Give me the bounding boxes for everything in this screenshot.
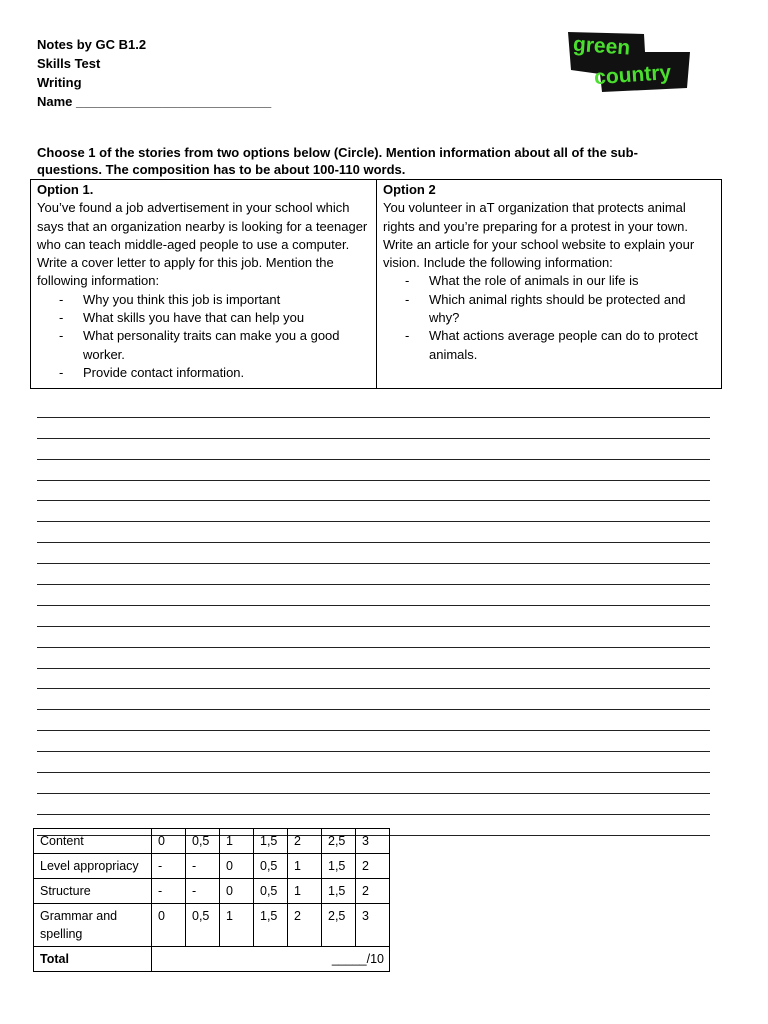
list-item: - Provide contact information. <box>59 364 245 380</box>
score-cell[interactable]: 2 <box>356 879 390 904</box>
option-2-bullets <box>383 272 716 363</box>
logo-word-green: green <box>572 32 631 60</box>
table-row-total <box>34 947 390 972</box>
score-cell[interactable]: 2 <box>288 829 322 854</box>
score-cell[interactable]: 2 <box>356 854 390 879</box>
writing-line[interactable] <box>37 648 710 669</box>
score-cell[interactable]: - <box>152 879 186 904</box>
writing-line[interactable] <box>37 773 710 794</box>
header-block <box>37 35 271 111</box>
writing-line[interactable] <box>37 689 710 710</box>
option-1-cell[interactable] <box>31 180 377 388</box>
writing-line[interactable] <box>37 585 710 606</box>
table-row <box>34 904 390 947</box>
writing-area[interactable] <box>37 397 710 836</box>
writing-line[interactable] <box>37 460 710 481</box>
score-cell[interactable]: 3 <box>356 904 390 947</box>
list-item: - Which animal rights should be protected and why? <box>405 291 686 326</box>
criterion-label: Content <box>34 829 152 854</box>
options-table <box>30 179 722 389</box>
criterion-label: Level appropriacy <box>34 854 152 879</box>
table-row <box>34 854 390 879</box>
header-section: Writing <box>37 75 82 90</box>
list-item: - What the role of animals in our life is <box>405 273 639 289</box>
score-cell[interactable]: 1 <box>220 829 254 854</box>
score-cell[interactable]: 1,5 <box>322 879 356 904</box>
logo-word-country: country <box>593 60 672 90</box>
score-cell[interactable]: 2,5 <box>322 829 356 854</box>
list-item: - Why you think this job is important <box>59 291 281 307</box>
score-cell[interactable]: 1 <box>288 854 322 879</box>
score-cell[interactable]: - <box>186 854 220 879</box>
table-row <box>34 879 390 904</box>
score-cell[interactable]: 2,5 <box>322 904 356 947</box>
writing-line[interactable] <box>37 522 710 543</box>
score-cell[interactable]: 0,5 <box>186 829 220 854</box>
score-cell[interactable]: 0,5 <box>254 879 288 904</box>
writing-line[interactable] <box>37 439 710 460</box>
score-cell[interactable]: 3 <box>356 829 390 854</box>
score-cell[interactable]: - <box>186 879 220 904</box>
writing-line[interactable] <box>37 397 710 418</box>
score-cell[interactable]: 0 <box>152 829 186 854</box>
header-test: Skills Test <box>37 56 101 71</box>
writing-line[interactable] <box>37 564 710 585</box>
score-cell[interactable]: - <box>152 854 186 879</box>
writing-line[interactable] <box>37 794 710 815</box>
option-1-text: You’ve found a job advertisement in your school which says that an organization nearby is looking for a teenager who can teach middle-aged people to use a computer. Write a cover letter to apply for this job. Mention the following information: <box>37 200 368 289</box>
list-item: - What actions average people can do to protect animals. <box>405 328 698 362</box>
writing-line[interactable] <box>37 710 710 731</box>
task-instructions: Choose 1 of the stories from two options below (Circle). Mention information about all of the sub-questions. The composition has to be about 100-110 words. <box>37 145 638 177</box>
writing-line[interactable] <box>37 731 710 752</box>
writing-line[interactable] <box>37 543 710 564</box>
score-cell[interactable]: 1 <box>288 879 322 904</box>
criterion-label: Structure <box>34 879 152 904</box>
score-cell[interactable]: 0 <box>152 904 186 947</box>
score-cell[interactable]: 0 <box>220 854 254 879</box>
option-2-cell[interactable] <box>377 180 721 388</box>
list-item: - What personality traits can make you a good worker. <box>59 328 340 362</box>
option-1-bullets <box>37 291 371 382</box>
score-cell[interactable]: 0,5 <box>254 854 288 879</box>
green-country-logo <box>566 28 692 96</box>
option-2-text: You volunteer in aT organization that protects animal rights and you’re preparing for a protest in your town. Write an article for your school website to explain your vision. Include the following information: <box>383 200 695 271</box>
writing-line[interactable] <box>37 752 710 773</box>
score-cell[interactable]: 1,5 <box>254 904 288 947</box>
score-cell[interactable]: 1 <box>220 904 254 947</box>
score-cell[interactable]: 1,5 <box>254 829 288 854</box>
list-item: - What skills you have that can help you <box>59 310 305 326</box>
writing-line[interactable] <box>37 481 710 502</box>
option-2-title: Option 2 <box>383 182 436 197</box>
option-1-title: Option 1. <box>37 182 94 197</box>
writing-line[interactable] <box>37 501 710 522</box>
criterion-label: Grammar and spelling <box>34 904 152 947</box>
score-cell[interactable]: 0,5 <box>186 904 220 947</box>
writing-line[interactable] <box>37 418 710 439</box>
score-cell[interactable]: 2 <box>288 904 322 947</box>
total-label: Total <box>34 947 152 972</box>
scoring-table <box>33 828 390 972</box>
score-cell[interactable]: 1,5 <box>322 854 356 879</box>
header-course: Notes by GC B1.2 <box>37 37 147 52</box>
total-score-field[interactable]: _____/10 <box>152 947 390 972</box>
writing-line[interactable] <box>37 669 710 690</box>
score-cell[interactable]: 0 <box>220 879 254 904</box>
writing-line[interactable] <box>37 606 710 627</box>
header-name-field[interactable]: Name ___________________________ <box>37 94 272 109</box>
table-row <box>34 829 390 854</box>
writing-line[interactable] <box>37 627 710 648</box>
